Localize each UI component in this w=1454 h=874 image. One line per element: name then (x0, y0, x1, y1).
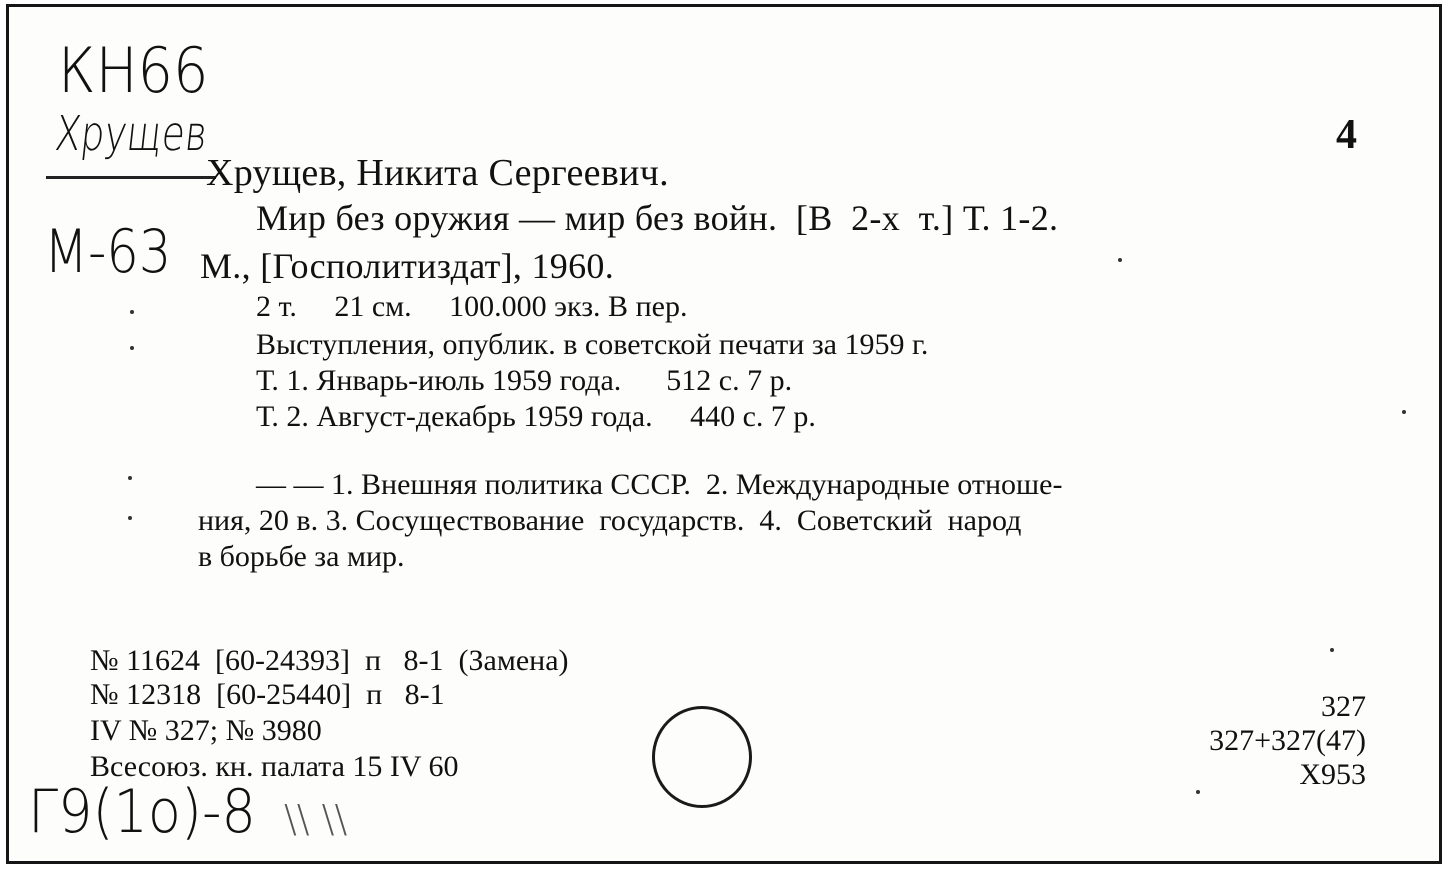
title-line-1: Мир без оружия — мир без войн. [В 2-х т.] Т. 1-2. (256, 198, 1059, 238)
record-line-2: № 12318 [60-25440] п 8-1 (90, 678, 445, 711)
speck (128, 476, 132, 480)
volume-1: Т. 1. Январь-июль 1959 года. 512 с. 7 р. (256, 364, 793, 397)
speck (130, 310, 134, 314)
handwritten-tick-marks: \\ \\ (284, 797, 348, 841)
record-line-4: Всесоюз. кн. палата 15 IV 60 (90, 750, 459, 783)
handwritten-top-code: КН66 (58, 34, 209, 107)
subjects-line-3: в борьбе за мир. (198, 540, 405, 573)
record-line-1: № 11624 [60-24393] п 8-1 (Замена) (90, 644, 569, 677)
speck (130, 346, 134, 350)
speck (1196, 790, 1200, 794)
class-number-1: 327 (1321, 690, 1366, 723)
subjects-line-2: ния, 20 в. 3. Сосуществование государств. 4. Советский народ (198, 504, 1022, 537)
title-line-2: М., [Госполитиздат], 1960. (200, 246, 614, 286)
speck (1330, 648, 1334, 652)
contents-note: Выступления, опублик. в советской печати за 1959 г. (256, 328, 929, 361)
speck (1118, 258, 1122, 262)
record-line-3: IV № 327; № 3980 (90, 714, 322, 747)
handwritten-bottom-code: Г9(1о)-8 (28, 777, 256, 847)
speck (1402, 410, 1406, 414)
physical-description: 2 т. 21 см. 100.000 экз. В пер. (256, 290, 688, 323)
handwritten-underline (46, 176, 216, 179)
subjects-line-1: — — 1. Внешняя политика СССР. 2. Международные отноше- (256, 468, 1063, 501)
author-heading: Хрущев, Никита Сергеевич. (206, 152, 669, 194)
class-number-2: 327+327(47) (1209, 724, 1366, 757)
speck (128, 516, 132, 520)
page-number: 4 (1336, 112, 1357, 158)
stamp-circle (652, 706, 752, 808)
handwritten-call-number: М-63 (44, 217, 172, 287)
handwritten-surname: Хрущев (52, 106, 211, 162)
volume-2: Т. 2. Август-декабрь 1959 года. 440 с. 7 р. (256, 400, 816, 433)
class-number-3: Х953 (1299, 758, 1366, 791)
